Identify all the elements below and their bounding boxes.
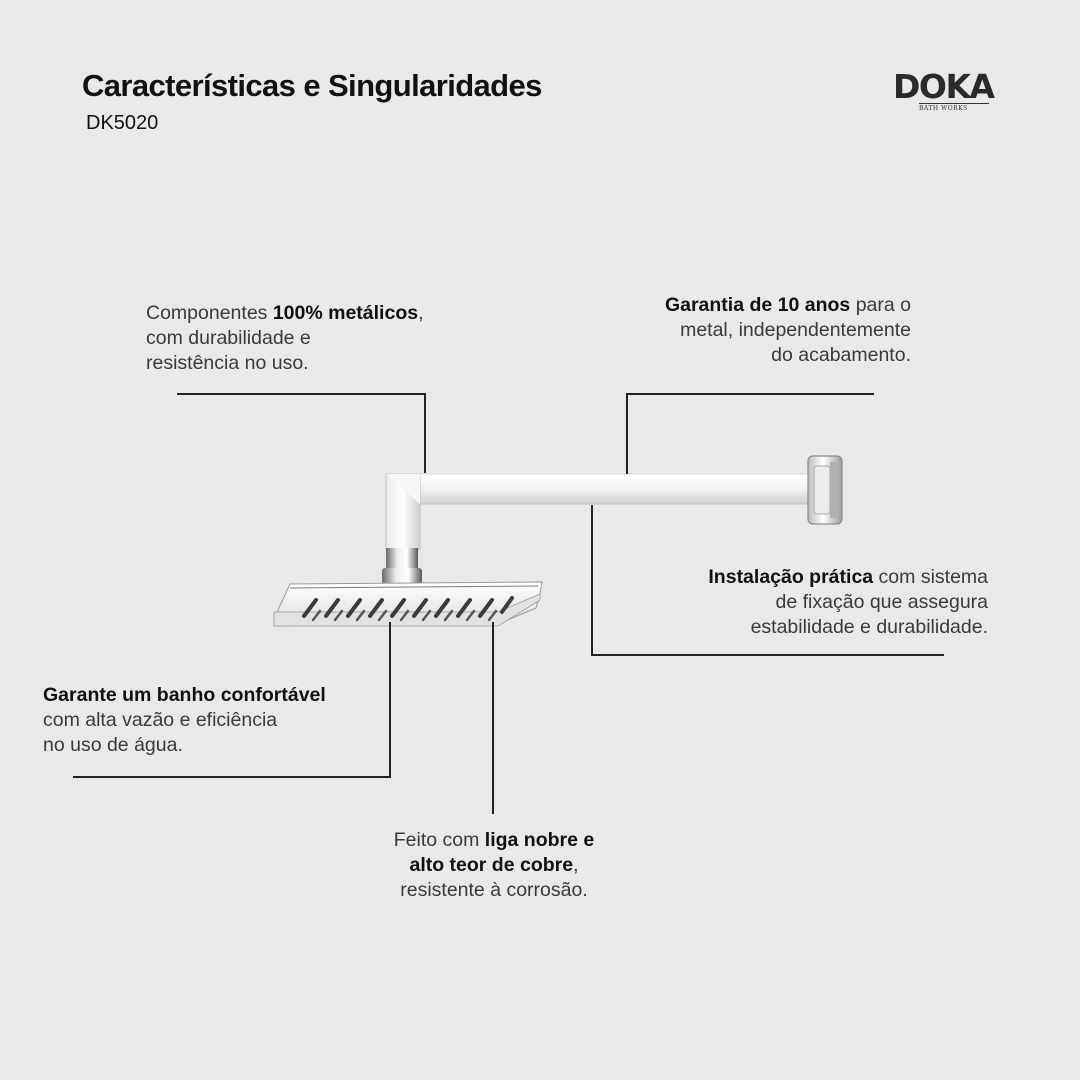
- leader-line-metal-h: [177, 393, 426, 395]
- leader-line-metal-v: [424, 393, 426, 473]
- shower-arm: [386, 474, 822, 550]
- callout-installation: Instalação prática com sistema de fixação que assegura estabilidade e durabilidade.: [708, 566, 988, 638]
- callout-comfort: Garante um banho confortável com alta vazão e eficiência no uso de água.: [43, 684, 326, 756]
- callout-warranty: Garantia de 10 anos para o metal, independentemente do acabamento.: [664, 294, 911, 366]
- page-title: Características e Singularidades: [82, 68, 542, 103]
- leader-line-alloy-v: [492, 622, 494, 814]
- callout-alloy: Feito com liga nobre e alto teor de cobre, resistente à corrosão.: [393, 829, 595, 901]
- wall-flange: [808, 456, 842, 524]
- leader-line-comfort-h: [73, 776, 391, 778]
- leader-line-warranty-h: [626, 393, 874, 395]
- leader-line-install-v: [591, 505, 593, 656]
- leader-line-comfort-v: [389, 622, 391, 778]
- leader-line-warranty-v: [626, 393, 628, 474]
- callout-metal-components: Componentes 100% metálicos, com durabilidade e resistência no uso.: [146, 302, 424, 374]
- leader-line-install-h: [591, 654, 944, 656]
- ball-joint-nut: [382, 548, 422, 584]
- brand-tagline: BATH WORKS: [919, 103, 989, 112]
- brand-name: DOKA: [893, 67, 994, 106]
- model-code: DK5020: [86, 112, 159, 134]
